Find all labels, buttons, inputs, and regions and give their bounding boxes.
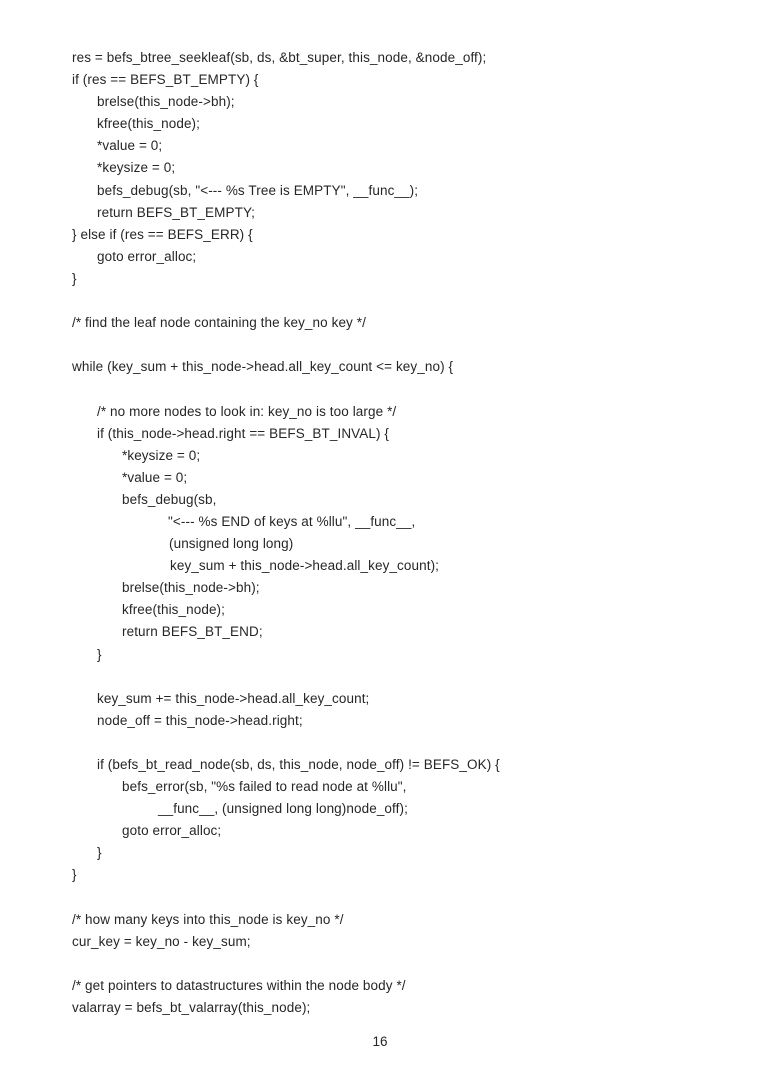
code-line: if (res == BEFS_BT_EMPTY) { bbox=[72, 72, 259, 88]
code-line: } bbox=[97, 845, 102, 861]
code-line: goto error_alloc; bbox=[122, 823, 222, 839]
code-line: brelse(this_node->bh); bbox=[97, 94, 235, 110]
code-line: *value = 0; bbox=[97, 138, 163, 154]
code-line bbox=[72, 953, 730, 975]
code-line bbox=[72, 378, 730, 400]
code-line: goto error_alloc; bbox=[97, 248, 197, 264]
code-block bbox=[72, 47, 730, 1019]
code-line: kfree(this_node); bbox=[122, 602, 226, 618]
code-line: befs_debug(sb, bbox=[122, 491, 217, 507]
code-line: while (key_sum + this_node->head.all_key_count <= key_no) { bbox=[72, 359, 454, 375]
page-number: 16 bbox=[372, 1034, 388, 1049]
code-line: /* no more nodes to look in: key_no is too large */ bbox=[97, 403, 397, 419]
code-line: /* how many keys into this_node is key_no */ bbox=[72, 911, 344, 927]
code-line: valarray = befs_bt_valarray(this_node); bbox=[72, 1000, 311, 1016]
code-line: if (befs_bt_read_node(sb, ds, this_node, node_off) != BEFS_OK) { bbox=[97, 757, 500, 772]
code-line bbox=[72, 290, 730, 312]
code-line: (unsigned long long) bbox=[169, 536, 294, 552]
code-line: } bbox=[72, 867, 77, 883]
code-line: if (this_node->head.right == BEFS_BT_INVAL) { bbox=[97, 425, 390, 441]
code-line: "<--- %s END of keys at %llu", __func__, bbox=[168, 513, 416, 529]
code-line: /* get pointers to datastructures within the node body */ bbox=[72, 977, 406, 993]
code-line: } bbox=[72, 270, 77, 286]
code-line bbox=[72, 732, 730, 754]
code-line: cur_key = key_no - key_sum; bbox=[72, 933, 251, 949]
code-line: __func__, (unsigned long long)node_off); bbox=[158, 801, 408, 817]
code-line: return BEFS_BT_END; bbox=[122, 624, 263, 640]
code-line: key_sum += this_node->head.all_key_count; bbox=[97, 690, 370, 706]
code-line: *keysize = 0; bbox=[122, 447, 201, 463]
code-line: res = befs_btree_seekleaf(sb, ds, &bt_super, this_node, &node_off); bbox=[72, 50, 487, 65]
code-line: *value = 0; bbox=[122, 469, 188, 485]
code-line: kfree(this_node); bbox=[97, 116, 201, 132]
code-line: befs_error(sb, "%s failed to read node at %llu", bbox=[122, 779, 407, 795]
code-line: befs_debug(sb, "<--- %s Tree is EMPTY", __func__); bbox=[97, 182, 419, 198]
code-line: key_sum + this_node->head.all_key_count); bbox=[170, 558, 440, 574]
code-line: } bbox=[97, 646, 102, 662]
code-line bbox=[72, 887, 730, 909]
code-line: /* find the leaf node containing the key_no key */ bbox=[72, 315, 366, 331]
code-line: *keysize = 0; bbox=[97, 160, 176, 176]
code-line: brelse(this_node->bh); bbox=[122, 580, 260, 596]
code-line: } else if (res == BEFS_ERR) { bbox=[72, 226, 253, 242]
code-line bbox=[72, 334, 730, 356]
code-line: node_off = this_node->head.right; bbox=[97, 712, 303, 728]
code-line: return BEFS_BT_EMPTY; bbox=[97, 204, 256, 220]
code-line bbox=[72, 666, 730, 688]
